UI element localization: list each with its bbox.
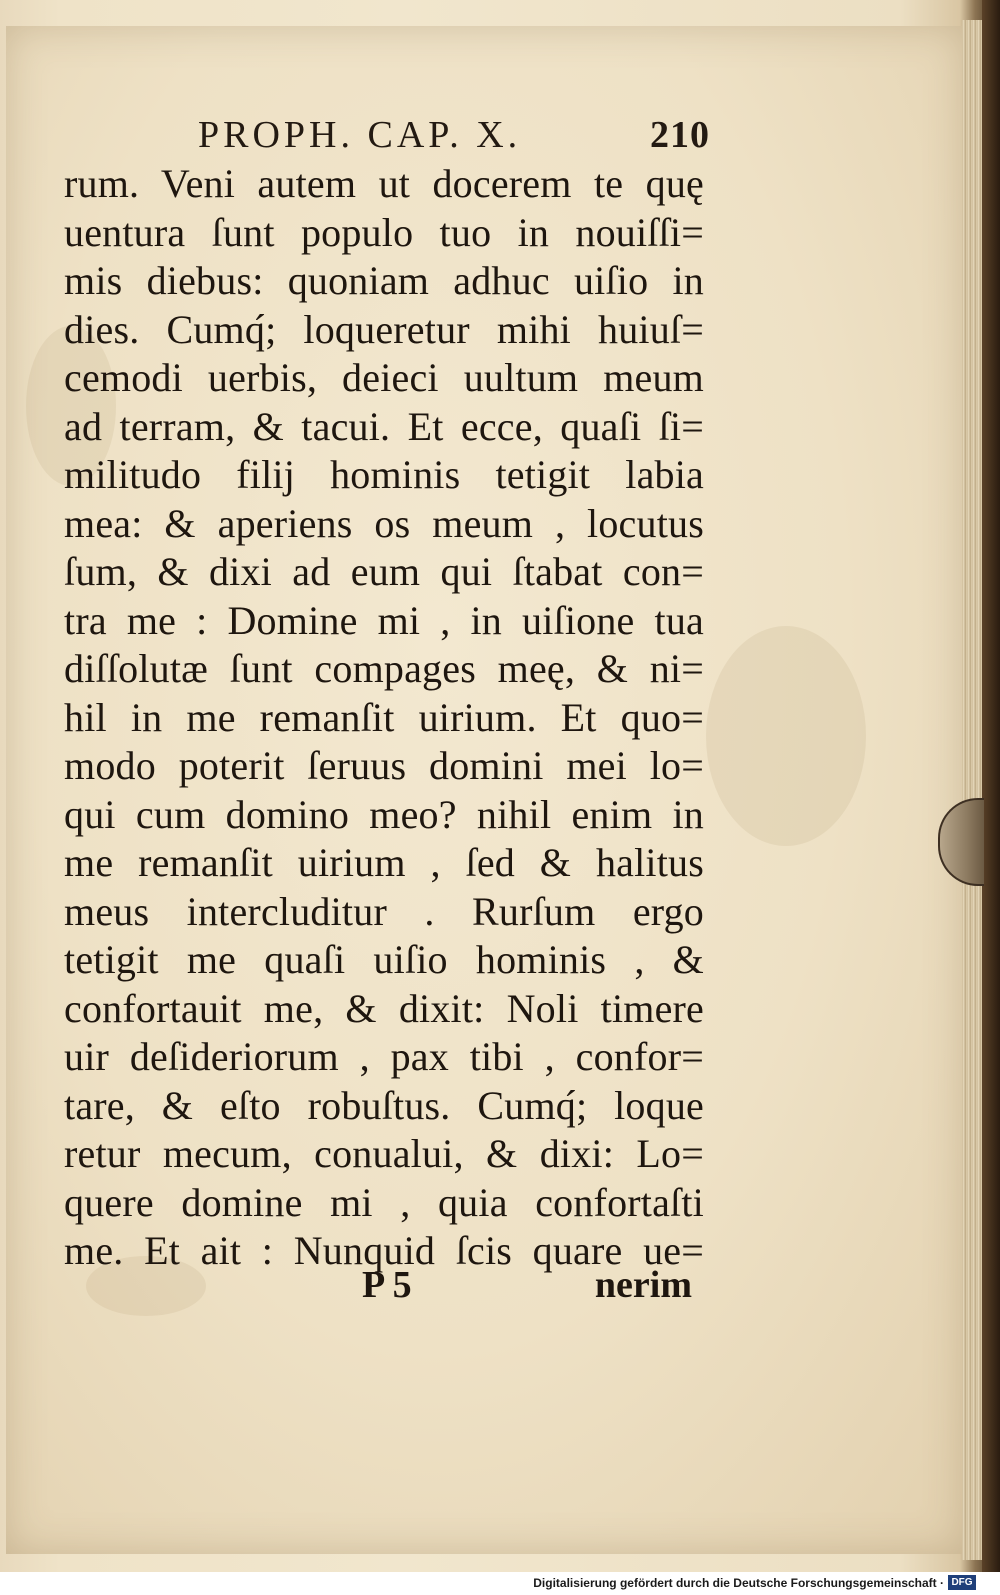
text-line: rum. Veni autem ut docerem te quę <box>64 161 704 206</box>
funding-credit: Digitalisierung gefördert durch die Deutsche Forschungsgemeinschaft · <box>533 1576 944 1590</box>
book-spine <box>982 0 1000 1572</box>
text-line: tetigit me quaſi uiſio hominis , & <box>64 937 704 982</box>
text-line: mis diebus: quoniam adhuc uiſio in <box>64 258 704 303</box>
text-line: ad terram, & tacui. Et ecce, quaſi ſi= <box>64 403 704 449</box>
text-line: dies. Cumq́; loqueretur mihi huiuſ= <box>64 306 704 352</box>
text-line: ſum, & dixi ad eum qui ſtabat con= <box>64 549 704 594</box>
text-line: qui cum domino meo? nihil enim in <box>64 791 704 837</box>
text-line: cemodi uerbis, deieci uultum meum <box>64 355 704 400</box>
text-line: retur mecum, conualui, & dixi: Lo= <box>64 1131 704 1176</box>
text-line: tare, & eſto robuſtus. Cumq́; loque <box>64 1082 704 1128</box>
page-edges <box>962 20 982 1560</box>
text-line: me. Et ait : Nunquid ſcis quare ue= <box>64 1228 704 1273</box>
page-number: 210 <box>650 114 710 156</box>
text-line: me remanſit uirium , ſed & halitus <box>64 840 704 885</box>
text-line: modo poterit ſeruus domini mei lo= <box>64 743 704 788</box>
running-head <box>198 113 718 157</box>
text-line: meus intercluditur . Rurſum ergo <box>64 888 704 934</box>
signature-mark: P 5 <box>362 1264 412 1306</box>
text-line: mea: & aperiens os meum , locutus <box>64 500 704 546</box>
footer-bar <box>0 1572 1000 1595</box>
text-line: uir deſideriorum , pax tibi , confor= <box>64 1034 704 1079</box>
paper-stain <box>706 626 866 846</box>
text-line: quere domine mi , quia confortaſti <box>64 1179 704 1225</box>
text-line: diſſolutæ ſunt compages meę, & ni= <box>64 646 704 691</box>
text-line: confortauit me, & dixit: Noli timere <box>64 985 704 1031</box>
text-line: militudo filij hominis tetigit labia <box>64 452 704 497</box>
catch-line <box>362 1263 692 1313</box>
text-line: hil in me remanſit uirium. Et quo= <box>64 694 704 740</box>
text-line: tra me : Domine mi , in uiſione tua <box>64 597 704 643</box>
catchword: nerim <box>594 1264 692 1306</box>
running-head-title: PROPH. CAP. X. <box>198 114 522 156</box>
dfg-logo: DFG <box>948 1575 976 1590</box>
text-line: uentura ſunt populo tuo in nouiſſi= <box>64 209 704 255</box>
body-text <box>64 160 704 1276</box>
